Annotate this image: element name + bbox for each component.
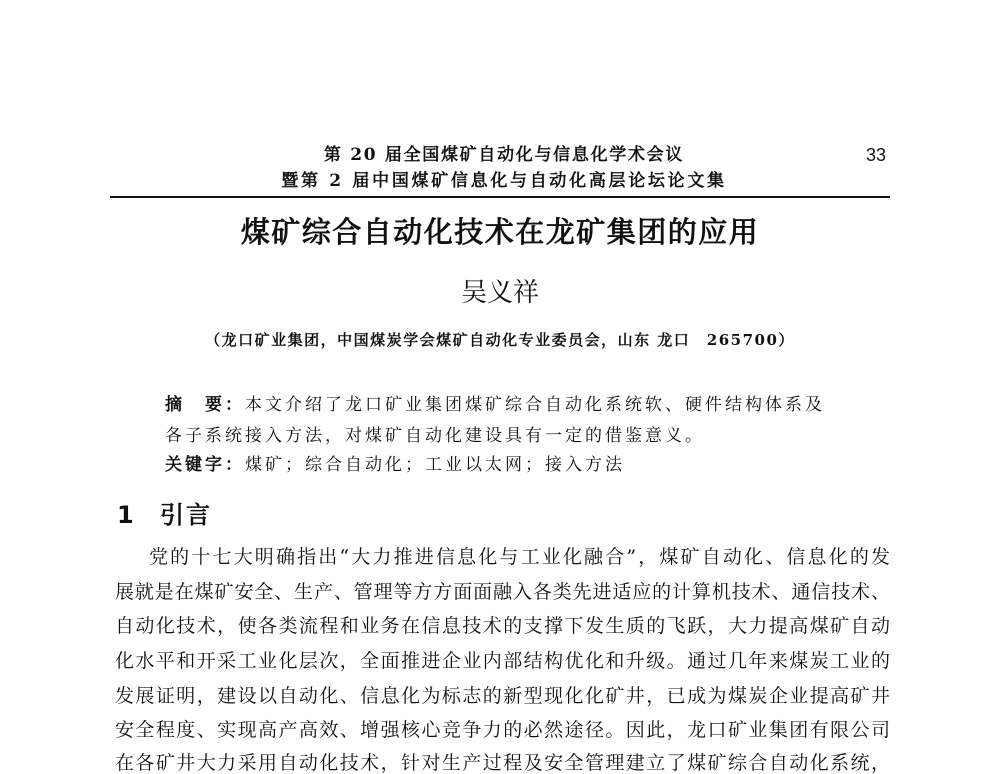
abstract-line (165, 393, 825, 417)
body-line: 化水平和开采工业化层次，全面推进企业内部结构优化和升级。通过几年来煤炭工业的 (115, 650, 890, 672)
abstract-label: 摘 要： (165, 395, 245, 415)
section-heading (117, 500, 212, 530)
abstract-line: 各子系统接入方法，对煤矿自动化建设具有一定的借鉴意义。 (165, 426, 705, 446)
keywords-text: 煤矿；综合自动化；工业以太网；接入方法 (245, 455, 625, 475)
author-affiliation: （龙口矿业集团，中国煤炭学会煤矿自动化专业委员会，山东 龙口 265700） (205, 331, 795, 349)
section-title: 引言 (160, 501, 212, 529)
author-name: 吴义祥 (460, 278, 539, 308)
body-line: 自动化技术，使各类流程和业务在信息技术的支撑下发生质的飞跃，大力提高煤矿自动 (115, 615, 890, 637)
keywords (165, 453, 625, 477)
body-line: 在各矿井大力采用自动化技术，针对生产过程及安全管理建立了煤矿综合自动化系统， (115, 752, 890, 774)
section-number: 1 (117, 501, 134, 529)
keywords-label: 关键字： (165, 455, 245, 475)
paper-title: 煤矿综合自动化技术在龙矿集团的应用 (240, 215, 760, 249)
running-header-line-2: 暨第 2 届中国煤矿信息化与自动化高层论坛论文集 (281, 171, 727, 191)
page-number: 33 (866, 145, 887, 165)
running-header-line-1: 第 20 届全国煤矿自动化与信息化学术会议 (323, 145, 685, 165)
header-rule (110, 196, 890, 198)
body-line: 发展证明，建设以自动化、信息化为标志的新型现化化矿井，已成为煤炭企业提高矿井 (115, 685, 890, 707)
abstract (165, 393, 865, 477)
body-paragraph (115, 544, 890, 774)
body-line: 安全程度、实现高产高效、增强核心竞争力的必然途径。因此，龙口矿业集团有限公司 (115, 719, 890, 741)
body-line: 党的十七大明确指出“大力推进信息化与工业化融合”，煤矿自动化、信息化的发 (149, 546, 890, 568)
body-line: 展就是在煤矿安全、生产、管理等方方面面融入各类先进适应的计算机技术、通信技术、 (115, 581, 890, 603)
abstract-text: 本文介绍了龙口矿业集团煤矿综合自动化系统软、硬件结构体系及 (245, 395, 825, 415)
